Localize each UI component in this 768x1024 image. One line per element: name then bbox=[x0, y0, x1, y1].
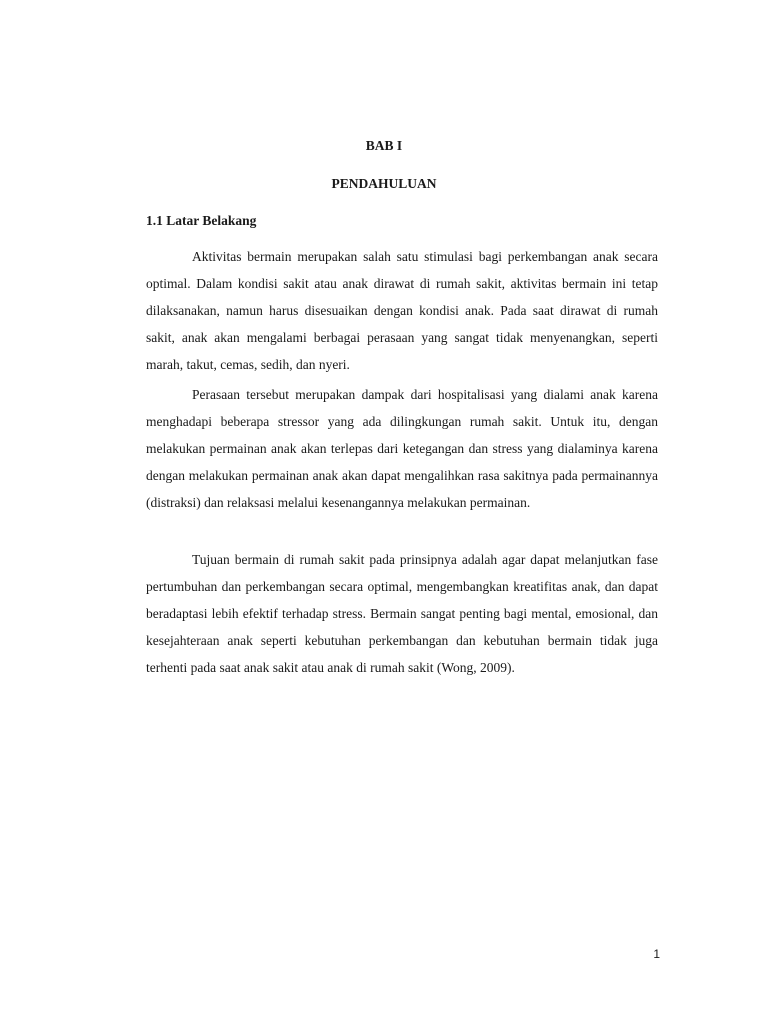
chapter-number: BAB I bbox=[365, 138, 403, 153]
body-paragraph-3: Tujuan bermain di rumah sakit pada prinsipnya adalah agar dapat melanjutkan fase pertumbuhan dan perkembangan secara optimal, mengembangkan kreatifitas anak, dan dapat beradaptasi lebih efektif terhadap stress. Bermain sangat penting bagi mental, emosional, dan kesejahteraan anak seperti kebutuhan perkembangan dan kebutuhan bermain tidak juga terhenti pada saat anak sakit atau anak di rumah sakit (Wong, 2009). bbox=[146, 552, 658, 675]
page-number: 1 bbox=[653, 947, 660, 961]
chapter-title: PENDAHULUAN bbox=[331, 176, 437, 191]
body-paragraph-2: Perasaan tersebut merupakan dampak dari hospitalisasi yang dialami anak karena menghadapi beberapa stressor yang ada dilingkungan rumah sakit. Untuk itu, dengan melakukan permainan anak akan terlepas dari ketegangan dan stress yang dialaminya karena dengan melakukan permainan anak akan dapat mengalihkan rasa sakitnya pada permainannya (distraksi) dan relaksasi melalui kesenangannya melakukan permainan. bbox=[146, 387, 658, 510]
body-paragraph-1: Aktivitas bermain merupakan salah satu stimulasi bagi perkembangan anak secara optimal. Dalam kondisi sakit atau anak dirawat di rumah sakit, aktivitas bermain ini tetap dilaksanakan, namun harus disesuaikan dengan kondisi anak. Pada saat dirawat di rumah sakit, anak akan mengalami berbagai perasaan yang sangat tidak menyenangkan, seperti marah, takut, cemas, sedih, dan nyeri. bbox=[146, 249, 658, 372]
section-heading: 1.1 Latar Belakang bbox=[146, 213, 257, 228]
